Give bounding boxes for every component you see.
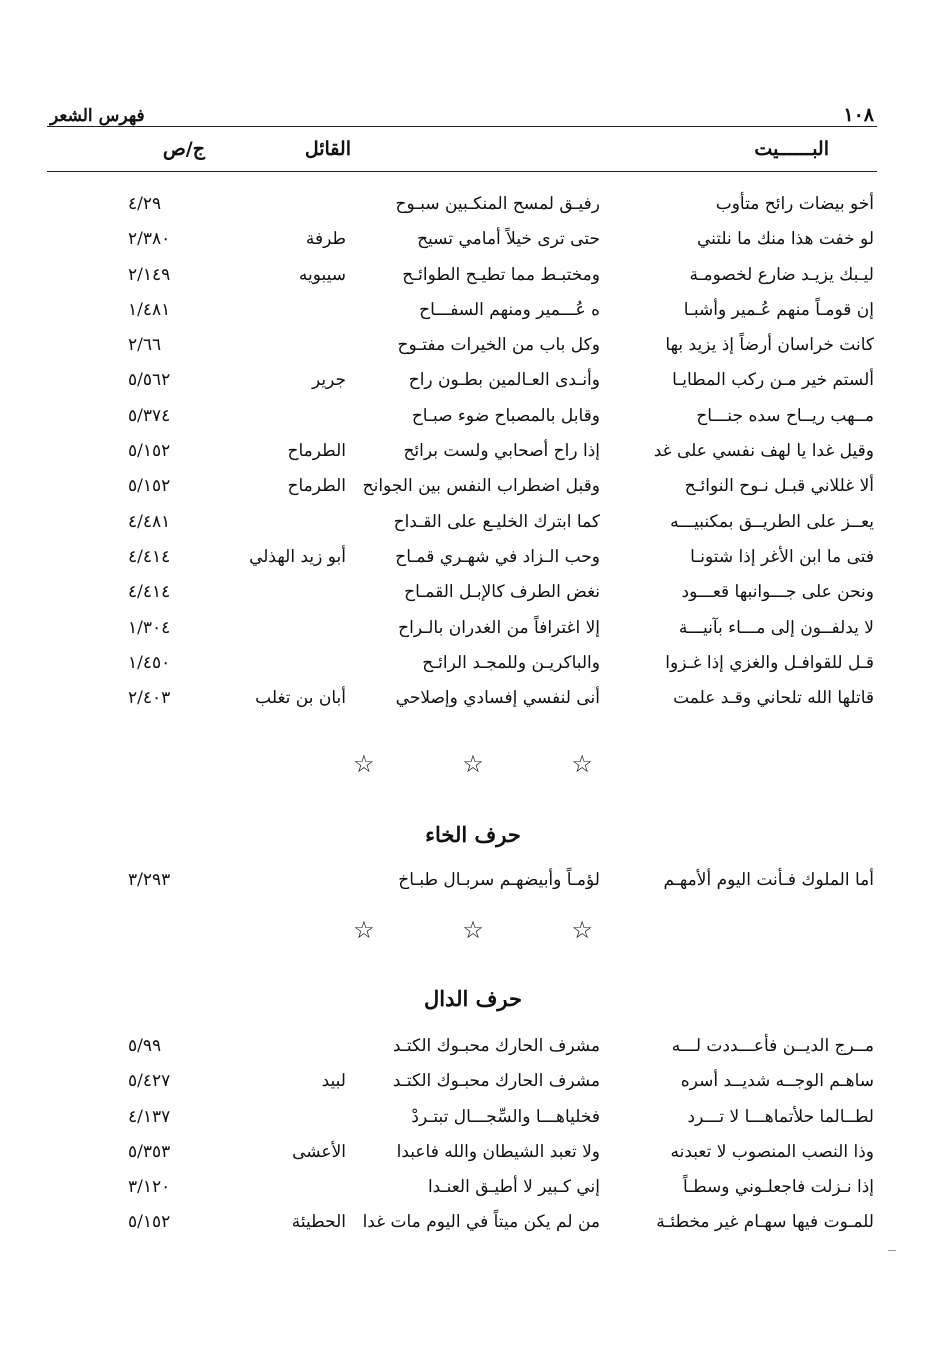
verse-first-hemistich: لو خفت هذا منك ما نلتني [696, 229, 874, 250]
verse-first-hemistich: فتى ما ابن الأغر إذا شتونـا [690, 546, 874, 567]
verse-row [0, 229, 946, 264]
section-kha-list [0, 870, 946, 905]
verse-row [0, 476, 946, 511]
verse-first-hemistich: إن قومـاً منهم عُـمير وأشبـا [683, 299, 874, 320]
section-dal-list [0, 1036, 946, 1248]
verse-second-hemistich: فخلياهـــا والسِّجـــال تبتـردْ [411, 1106, 600, 1127]
verse-poet: الحطيئة [291, 1212, 346, 1233]
verse-first-hemistich: لا يدلفــون إلى مـــاء بآنيـــة [678, 617, 874, 638]
verse-first-hemistich: قاتلها الله تلحاني وقـد علمت [673, 688, 874, 709]
verse-first-hemistich: يعــز على الطريــق بمكنبيـــه [670, 511, 874, 532]
section-separator-stars: ☆ ☆ ☆ [353, 750, 633, 778]
verse-row [0, 618, 946, 653]
running-head [50, 96, 874, 126]
verse-second-hemistich: ومختبـط مما تطيـح الطوائـح [402, 264, 600, 285]
verse-second-hemistich: من لم يكن ميتاً في اليوم مات غدا [362, 1212, 600, 1233]
verse-row [0, 1036, 946, 1071]
verse-first-hemistich: ألا غللاني قبـل نـوح النوائـح [684, 476, 874, 497]
verse-poet: سيبويه [298, 264, 346, 285]
verse-second-hemistich: مشرف الحارك محبـوك الكتـد [392, 1036, 600, 1056]
verse-second-hemistich: إني كـبير لا أطيـق العنـدا [427, 1177, 600, 1198]
verse-reference: ٤/٤١٤ [128, 582, 171, 603]
verse-reference: ٢/١٤٩ [128, 264, 171, 285]
verse-poet: لبيد [321, 1071, 346, 1092]
page-edge-mark [888, 1250, 896, 1251]
verse-reference: ١/٣٠٤ [128, 617, 171, 638]
verse-reference: ٥/١٥٢ [128, 476, 171, 497]
verse-column-header: البــــــيت [754, 138, 829, 160]
verse-first-hemistich: للمـوت فيها سهـام غير مخطئـة [656, 1212, 874, 1233]
column-header-rule [47, 171, 877, 172]
verse-first-hemistich: أما الملوك فـأنت اليوم ألأمهـم [663, 870, 874, 890]
verse-row [0, 870, 946, 905]
verse-poet: الطرماح [287, 441, 346, 462]
verse-second-hemistich: إلا اغترافاً من الغدران بالـراح [398, 617, 600, 638]
verse-reference: ٥/٥٦٢ [128, 370, 171, 391]
verse-second-hemistich: ه عُـــمير ومنهم السفـــاح [419, 299, 600, 320]
verse-row [0, 370, 946, 405]
verse-poet: أبان بن تغلب [255, 688, 346, 709]
verse-reference: ٥/٣٥٣ [128, 1141, 171, 1162]
verse-reference: ٥/١٥٢ [128, 441, 171, 462]
verse-reference: ٢/٤٠٣ [128, 688, 171, 709]
section-title-kha: حرف الخاء [425, 822, 521, 847]
verse-second-hemistich: رفيـق لمسح المنكـبين سبـوح [395, 194, 600, 214]
verse-reference: ١/٤٥٠ [128, 652, 171, 673]
verse-first-hemistich: وقيل غدا يا لهف نفسي على غد [653, 441, 874, 462]
verse-row [0, 1142, 946, 1177]
verse-reference: ٤/١٣٧ [128, 1106, 171, 1127]
verse-row [0, 547, 946, 582]
verse-first-hemistich: ساهـم الوجــه شديــد أسره [680, 1071, 874, 1092]
verse-row [0, 194, 946, 229]
verse-row [0, 335, 946, 370]
verse-row [0, 653, 946, 688]
verse-row [0, 265, 946, 300]
verse-row [0, 1212, 946, 1247]
verse-second-hemistich: وحب الـزاد في شهـري قمـاح [395, 546, 600, 567]
verse-reference: ٤/٤٨١ [128, 511, 171, 532]
verse-second-hemistich: وكل باب من الخيرات مفتـوح [397, 335, 600, 356]
verse-reference: ٥/١٥٢ [128, 1212, 171, 1233]
verse-first-hemistich: مــهب ريــاح سده جنـــاح [696, 405, 874, 426]
verse-first-hemistich: ليـبك يزيـد ضارع لخصومـة [689, 264, 874, 285]
verse-row [0, 512, 946, 547]
verse-reference: ٥/٩٩ [128, 1036, 162, 1056]
section-ha-list [0, 194, 946, 723]
verse-second-hemistich: وقبل اضطراب النفس بين الجوانح [362, 476, 600, 497]
verse-second-hemistich: مشرف الحارك محبـوك الكتـد [392, 1071, 600, 1092]
verse-poet: طرفة [305, 229, 346, 250]
verse-second-hemistich: وقابل بالمصباح ضوء صبـاح [411, 405, 600, 426]
verse-reference: ٤/٢٩ [128, 194, 162, 214]
verse-second-hemistich: أنى لنفسي إفسادي وإصلاحي [395, 688, 600, 709]
verse-first-hemistich: أخو بيضات رائح متأوب [715, 194, 874, 214]
section-title-dal: حرف الدال [424, 986, 522, 1011]
verse-reference: ٤/٤١٤ [128, 546, 171, 567]
verse-row [0, 1107, 946, 1142]
verse-second-hemistich: كما ابترك الخليـع على القـداح [393, 511, 600, 532]
section-separator-stars: ☆ ☆ ☆ [353, 916, 633, 944]
verse-reference: ٥/٣٧٤ [128, 405, 171, 426]
verse-second-hemistich: وأنـدى العـالمين بطـون راح [408, 370, 600, 391]
page-number: ١٠٨ [843, 104, 874, 126]
verse-row [0, 406, 946, 441]
verse-first-hemistich: مــرج الديــن فأعـــددت لـــه [671, 1036, 874, 1056]
verse-row [0, 688, 946, 723]
verse-reference: ٣/٢٩٣ [128, 870, 171, 890]
verse-poet: الأعشى [292, 1141, 346, 1162]
verse-reference: ١/٤٨١ [128, 299, 171, 320]
verse-first-hemistich: ألستم خير مـن ركب المطايـا [672, 370, 874, 391]
poet-column-header: القائل [304, 138, 351, 160]
verse-row [0, 582, 946, 617]
verse-row [0, 1071, 946, 1106]
column-headers [47, 138, 877, 170]
verse-second-hemistich: ولا تعبد الشيطان والله فاعبدا [396, 1141, 600, 1162]
verse-second-hemistich: والباكريـن وللمجـد الرائـح [422, 652, 600, 673]
verse-reference: ٢/٦٦ [128, 335, 162, 356]
verse-reference: ٣/١٢٠ [128, 1177, 171, 1198]
verse-second-hemistich: لؤمـاً وأبيضهـم سربـال طبـاخ [398, 870, 600, 890]
verse-row [0, 1177, 946, 1212]
verse-first-hemistich: كانت خراسان أرضاً إذ يزيد بها [665, 335, 874, 356]
verse-first-hemistich: قـل للقوافـل والغزي إذا غـزوا [665, 652, 874, 673]
verse-reference: ٢/٣٨٠ [128, 229, 171, 250]
verse-second-hemistich: إذا راح أصحابي ولست برائح [403, 441, 600, 462]
verse-reference: ٥/٤٢٧ [128, 1071, 171, 1092]
verse-poet: جرير [312, 370, 346, 391]
verse-second-hemistich: حتى ترى خيلاً أمامي تسيح [417, 229, 600, 250]
header-rule [47, 126, 877, 127]
running-head-title: فهرس الشعر [50, 106, 145, 126]
verse-poet: الطرماح [287, 476, 346, 497]
verse-first-hemistich: وذا النصب المنصوب لا تعبدنه [670, 1141, 874, 1162]
verse-poet: أبو زيد الهذلي [249, 546, 346, 567]
verse-first-hemistich: إذا نـزلت فاجعلـوني وسطـاً [682, 1177, 874, 1198]
verse-row [0, 300, 946, 335]
ref-column-header: ج/ص [162, 138, 205, 160]
verse-first-hemistich: ونحن على جـــوانبها قعـــود [681, 582, 874, 603]
verse-second-hemistich: نغض الطرف كالإبـل القمـاح [404, 582, 600, 603]
verse-row [0, 441, 946, 476]
verse-first-hemistich: لطــالما حلأتماهـــا لا تـــرد [687, 1106, 874, 1127]
